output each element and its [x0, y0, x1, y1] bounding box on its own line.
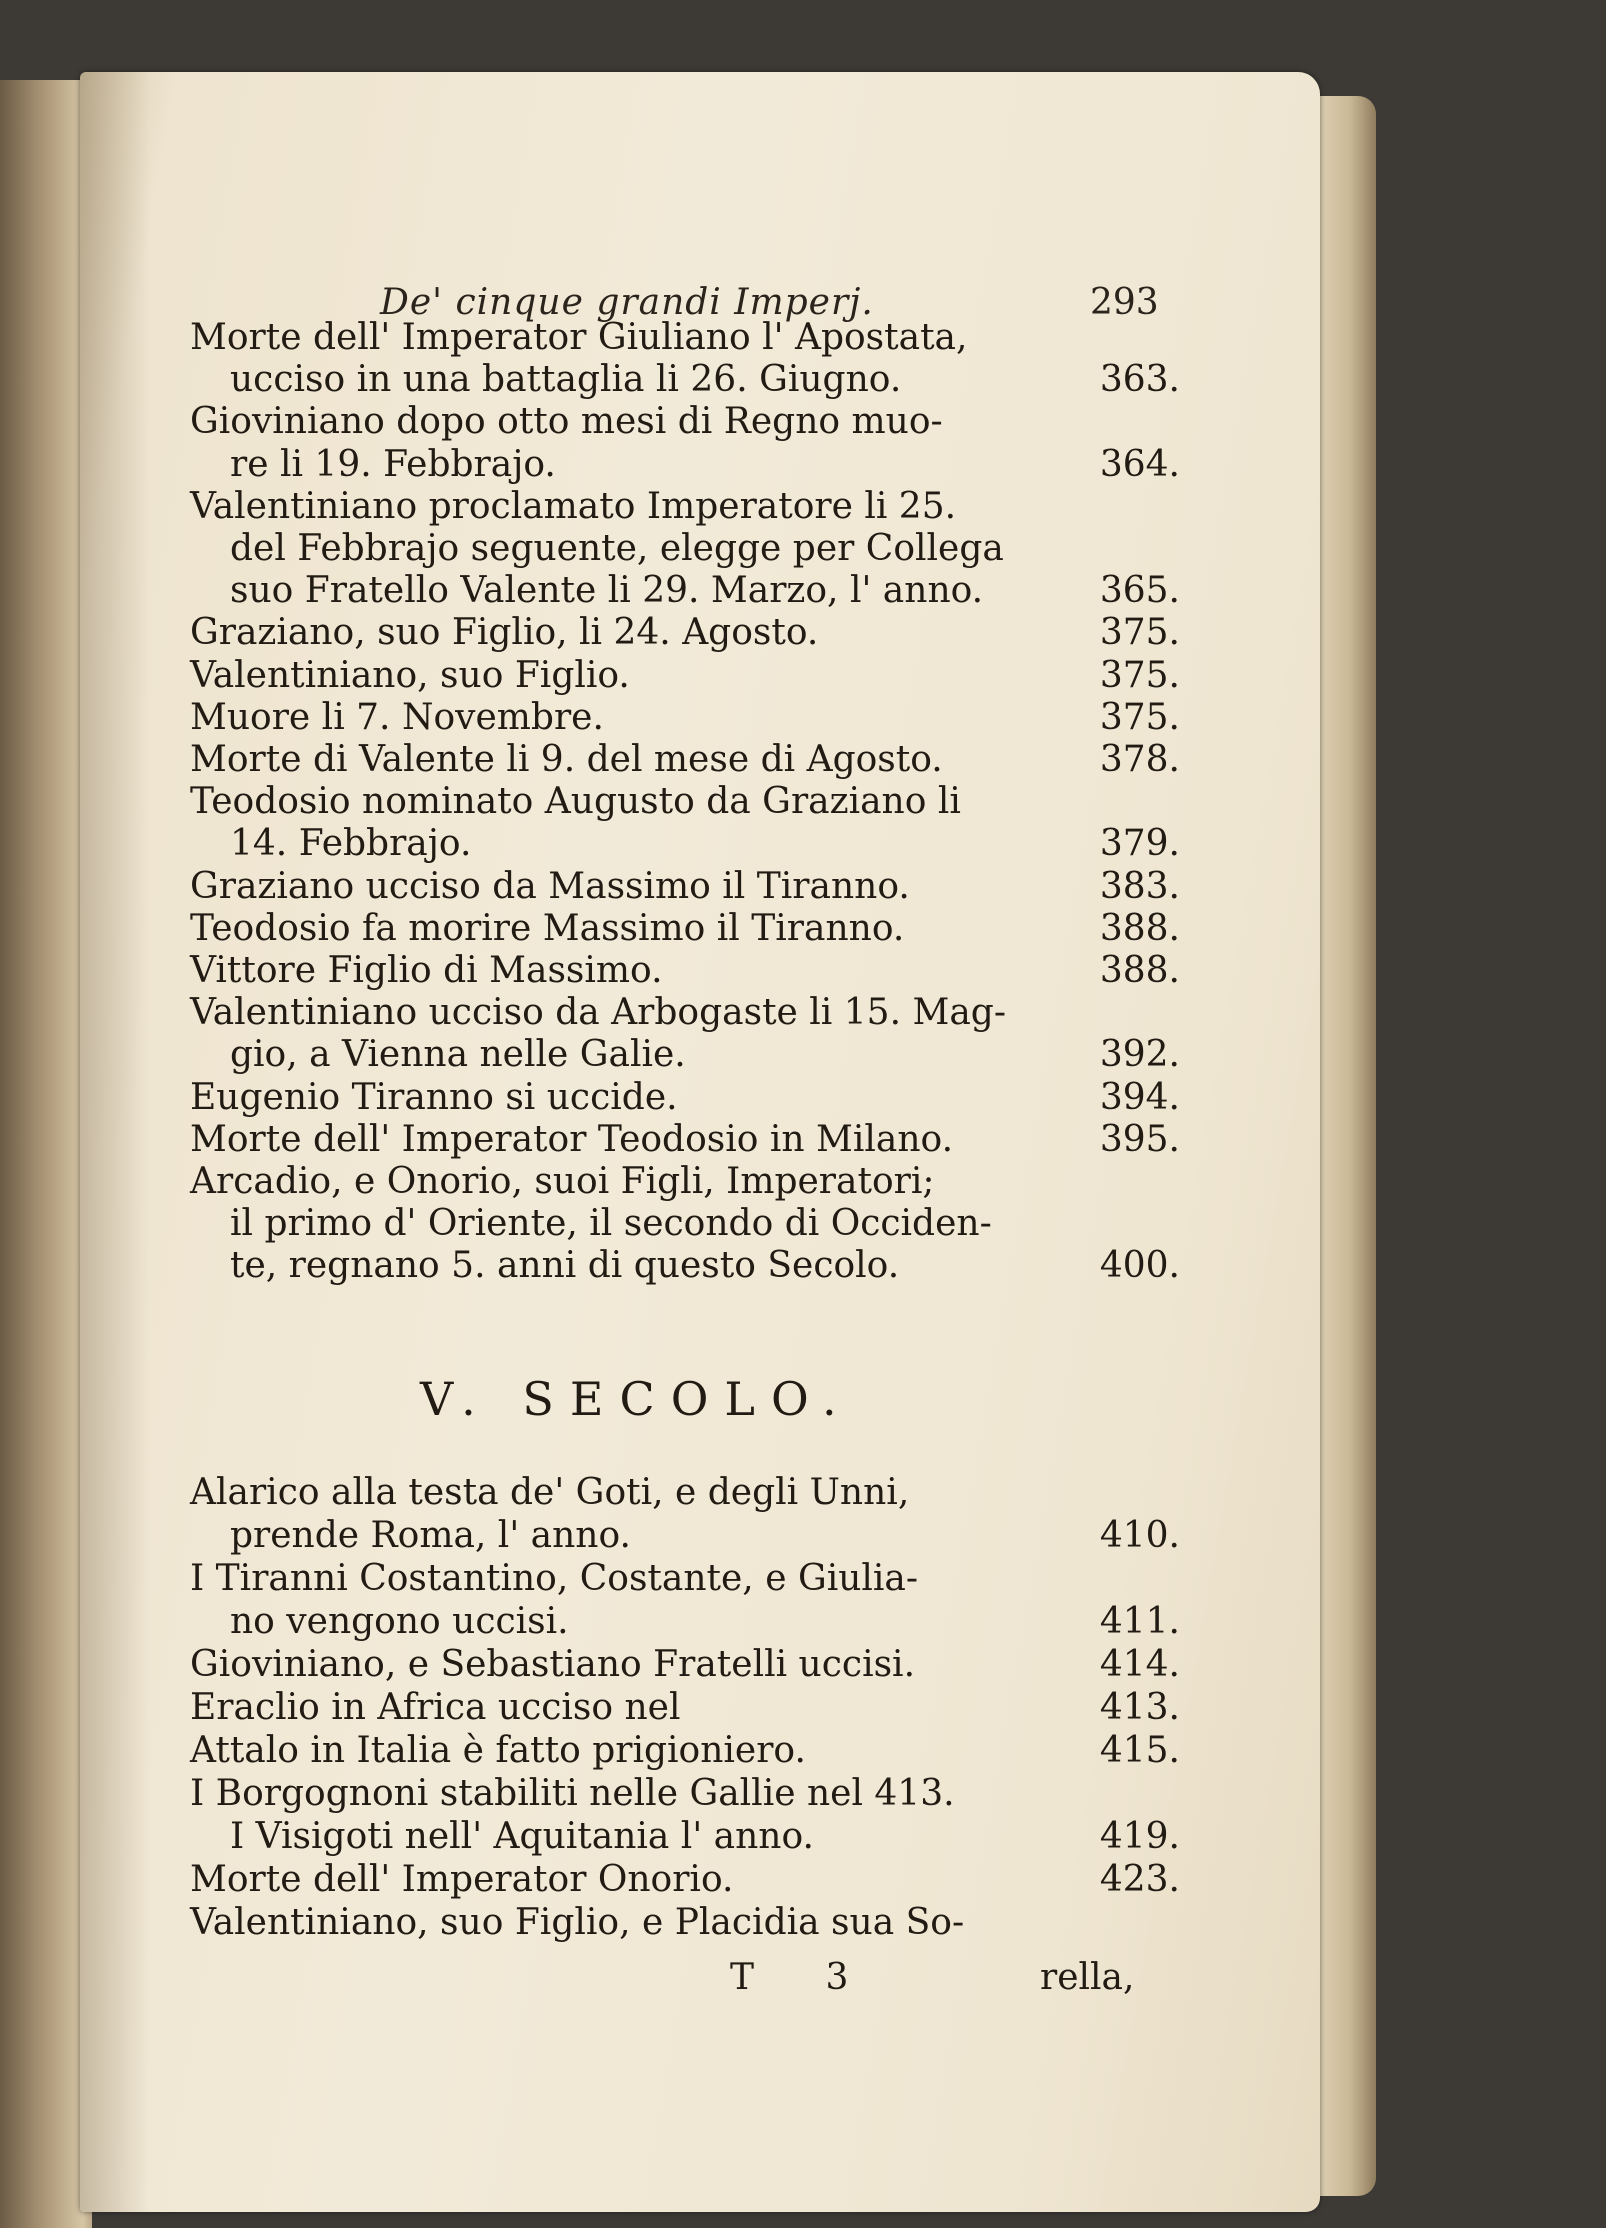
entry-year: 375.	[1099, 654, 1180, 696]
chronology-entry	[190, 1902, 1150, 1944]
chronology-entry	[190, 528, 1150, 570]
entry-year: 394.	[1099, 1076, 1180, 1118]
entry-text: Graziano ucciso da Massimo il Tiranno.	[190, 865, 910, 907]
page-footer	[80, 1957, 1320, 2007]
entry-year: 395.	[1099, 1118, 1180, 1160]
entry-text: del Febbrajo seguente, elegge per Collega	[230, 528, 1004, 569]
chronology-entry	[190, 1859, 1180, 1901]
catchword: rella,	[1040, 1957, 1135, 1998]
entry-text: gio, a Vienna nelle Galie.	[230, 1034, 686, 1076]
entry-text: te, regnano 5. anni di questo Secolo.	[230, 1245, 900, 1287]
chronology-entry	[190, 1118, 1180, 1161]
entry-text: Valentiniano proclamato Imperatore li 25.	[190, 485, 957, 527]
running-title: De' cinque grandi Imperj.	[380, 282, 874, 323]
chronology-entry	[190, 1245, 1180, 1287]
entry-text: Morte dell' Imperator Giuliano l' Apostata,	[190, 317, 968, 358]
entry-text: Gioviniano, e Sebastiano Fratelli uccisi.	[190, 1644, 916, 1685]
entry-text: Attalo in Italia è fatto prigioniero.	[190, 1730, 806, 1771]
chronology-entry	[190, 950, 1180, 992]
entry-year: 423.	[1099, 1859, 1180, 1900]
page-content	[80, 72, 1320, 2212]
chronology-entry	[190, 486, 1150, 528]
chronology-entry	[190, 1816, 1180, 1858]
entry-text: re li 19. Febbrajo.	[230, 443, 556, 485]
entry-text: Valentiniano, suo Figlio.	[190, 654, 630, 696]
chronology-entry	[190, 612, 1180, 654]
entry-year: 383.	[1099, 865, 1180, 907]
entry-year: 364.	[1099, 443, 1180, 485]
entry-text: Valentiniano ucciso da Arbogaste li 15. Mag-	[190, 992, 1006, 1034]
chronology-entry	[190, 739, 1180, 781]
chronology-entry	[190, 907, 1180, 950]
chronology-entry	[190, 1687, 1180, 1729]
entry-text: I Visigoti nell' Aquitania l' anno.	[230, 1816, 814, 1857]
chronology-entry	[190, 1203, 1150, 1245]
entry-text: no vengono uccisi.	[230, 1601, 569, 1642]
entry-year: 378.	[1099, 739, 1180, 780]
chronology-entry	[190, 823, 1180, 865]
chronology-entry	[190, 1034, 1180, 1076]
entry-year: 400.	[1099, 1245, 1180, 1287]
entry-text: suo Fratello Valente li 29. Marzo, l' anno.	[230, 570, 984, 612]
entry-text: ucciso in una battaglia li 26. Giugno.	[230, 359, 902, 401]
signature-mark: T 3	[730, 1957, 879, 1998]
entry-text: prende Roma, l' anno.	[230, 1515, 631, 1556]
entry-text: Morte dell' Imperator Teodosio in Milano.	[190, 1118, 954, 1160]
chronology-entry	[190, 317, 1150, 359]
entry-year: 388.	[1099, 950, 1180, 991]
chronology-entry	[190, 1161, 1150, 1203]
chronology-entry	[190, 443, 1180, 486]
chronology-entry	[190, 1601, 1180, 1643]
section-heading: V. SECOLO.	[420, 1372, 853, 1426]
chronology-entry	[190, 992, 1150, 1034]
chronology-entry	[190, 1515, 1180, 1557]
chronology-entry	[190, 696, 1180, 739]
entry-text: Arcadio, e Onorio, suoi Figli, Imperatori;	[190, 1161, 935, 1202]
chronology-entry	[190, 359, 1180, 401]
chronology-entry	[190, 1558, 1150, 1600]
entry-year: 388.	[1099, 907, 1180, 949]
entry-text: Valentiniano, suo Figlio, e Placidia sua So-	[190, 1902, 965, 1943]
entry-text: Gioviniano dopo otto mesi di Regno muo-	[190, 401, 943, 443]
chronology-entry	[190, 654, 1180, 697]
entry-year: 375.	[1099, 696, 1180, 738]
entry-text: I Tiranni Costantino, Costante, e Giulia-	[190, 1558, 919, 1599]
entry-text: il primo d' Oriente, il secondo di Occiden-	[230, 1203, 992, 1245]
entry-year: 419.	[1099, 1816, 1180, 1857]
chronology-entry	[190, 1773, 1150, 1815]
chronology-entry	[190, 781, 1150, 823]
entry-text: Alarico alla testa de' Goti, e degli Unni,	[190, 1472, 910, 1513]
page-number: 293	[1090, 282, 1159, 323]
entry-text: Vittore Figlio di Massimo.	[190, 950, 663, 991]
entry-text: Graziano, suo Figlio, li 24. Agosto.	[190, 612, 819, 654]
entry-text: Eraclio in Africa ucciso nel	[190, 1687, 681, 1728]
entry-year: 413.	[1099, 1687, 1180, 1728]
entry-year: 415.	[1099, 1730, 1180, 1771]
entry-year: 363.	[1099, 359, 1180, 401]
entry-year: 410.	[1099, 1515, 1180, 1556]
entry-text: I Borgognoni stabiliti nelle Gallie nel 413.	[190, 1773, 955, 1814]
chronology-entry	[190, 1472, 1150, 1514]
entry-text: Morte dell' Imperator Onorio.	[190, 1859, 734, 1900]
entry-year: 365.	[1099, 570, 1180, 612]
entry-text: Eugenio Tiranno si uccide.	[190, 1076, 678, 1118]
chronology-entry	[190, 401, 1150, 443]
entry-text: Morte di Valente li 9. del mese di Agosto.	[190, 739, 943, 780]
entry-year: 375.	[1099, 612, 1180, 654]
chronology-entry	[190, 1730, 1180, 1772]
book-page	[80, 72, 1320, 2212]
chronology-entry	[190, 1076, 1180, 1119]
entry-year: 392.	[1099, 1034, 1180, 1076]
entry-year: 414.	[1099, 1644, 1180, 1685]
left-page-edge	[0, 80, 92, 2228]
entry-text: Teodosio fa morire Massimo il Tiranno.	[190, 907, 905, 949]
entry-text: Teodosio nominato Augusto da Graziano li	[190, 781, 961, 823]
entry-year: 411.	[1099, 1601, 1180, 1642]
chronology-entry	[190, 865, 1180, 908]
chronology-entry	[190, 1644, 1180, 1686]
chronology-entry	[190, 570, 1180, 612]
entry-text: Muore li 7. Novembre.	[190, 696, 604, 738]
entry-text: 14. Febbrajo.	[230, 823, 472, 865]
entry-year: 379.	[1099, 823, 1180, 865]
